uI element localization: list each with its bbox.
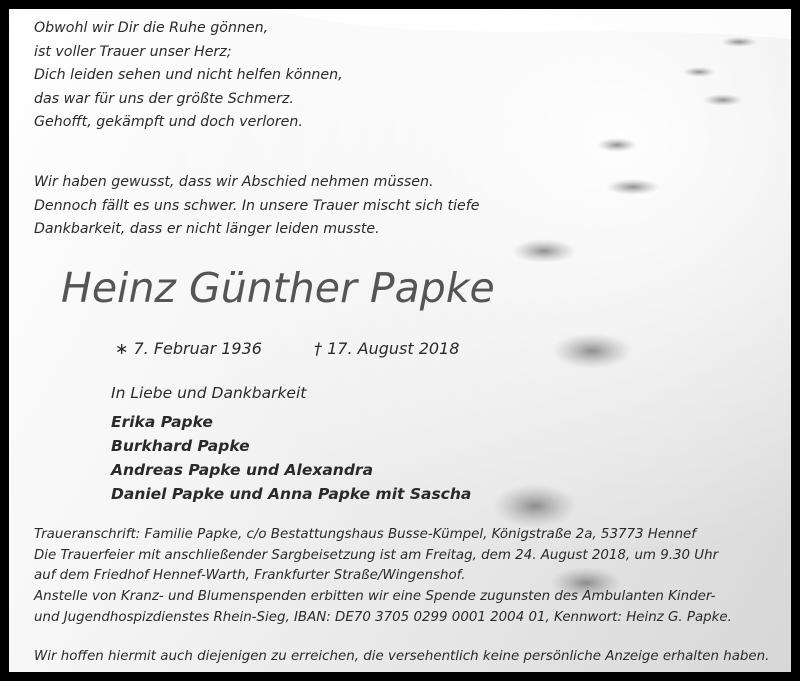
family-member: Daniel Papke und Anna Papke mit Sascha — [111, 485, 472, 503]
birth-date: ∗ 7. Februar 1936 — [115, 339, 262, 358]
cemetery-line: auf dem Friedhof Hennef-Warth, Frankfurter Straße/Wingenshof. — [34, 568, 466, 583]
poem-line: Wir haben gewusst, dass wir Abschied nehmen müssen. — [34, 174, 434, 190]
funeral-info — [34, 525, 718, 587]
obituary-card — [9, 9, 791, 672]
poem-line: Dennoch fällt es uns schwer. In unsere Trauer mischt sich tiefe — [34, 197, 480, 214]
deceased-name: Heinz Günther Papke — [61, 264, 495, 312]
in-love-line: In Liebe und Dankbarkeit — [111, 384, 307, 402]
poem-first-stanza — [34, 17, 343, 135]
address-line: Traueranschrift: Familie Papke, c/o Bestattungshaus Busse-Kümpel, Königstraße 2a, 53773 Hennef — [34, 527, 697, 542]
poem-second-stanza — [34, 171, 479, 242]
poem-line: Gehofft, gekämpft und doch verloren. — [34, 114, 303, 130]
family-member: Andreas Papke und Alexandra — [111, 461, 374, 479]
family-list — [111, 410, 471, 506]
donation-info — [34, 587, 732, 628]
closing-note: Wir hoffen hiermit auch diejenigen zu erreichen, die versehentlich keine persönliche Anzeige erhalten haben. — [34, 649, 770, 664]
family-member: Erika Papke — [111, 413, 213, 431]
poem-line: Dankbarkeit, dass er nicht länger leiden musste. — [34, 221, 380, 237]
poem-line: das war für uns der größte Schmerz. — [34, 90, 294, 107]
poem-line: ist voller Trauer unser Herz; — [34, 43, 232, 60]
poem-line: Dich leiden sehen und nicht helfen können, — [34, 67, 343, 83]
donation-line: und Jugendhospizdienstes Rhein-Sieg, IBAN: DE70 3705 0299 0001 2004 01, Kennwort: Heinz G. Papke. — [34, 609, 732, 625]
poem-line: Obwohl wir Dir die Ruhe gönnen, — [34, 20, 269, 36]
ceremony-line: Die Trauerfeier mit anschließender Sargbeisetzung ist am Freitag, dem 24. August 2018, um 9.30 Uhr — [34, 547, 719, 563]
family-member: Burkhard Papke — [111, 437, 250, 455]
death-date: † 17. August 2018 — [314, 339, 460, 358]
donation-line: Anstelle von Kranz- und Blumenspenden erbitten wir eine Spende zugunsten des Ambulanten Kinder- — [34, 589, 716, 604]
